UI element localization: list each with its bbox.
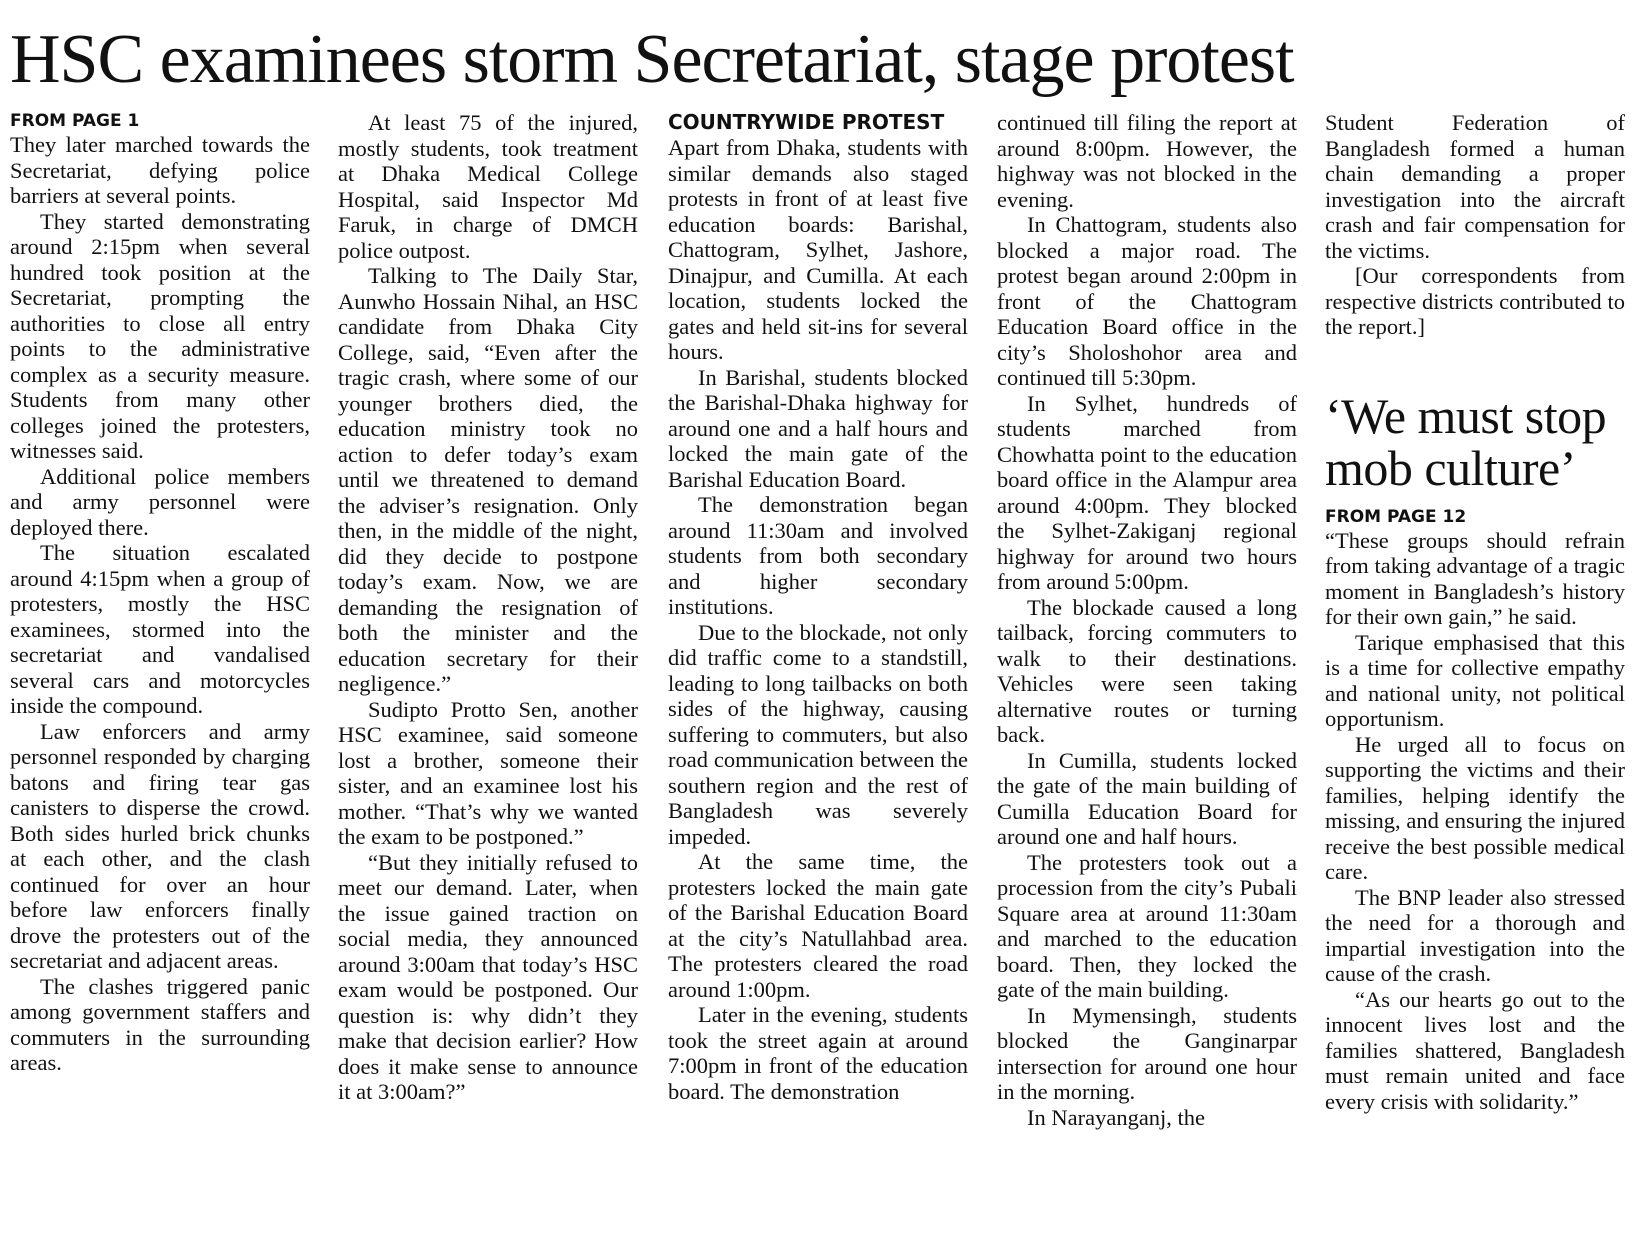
paragraph: Apart from Dhaka, students with similar demands also staged protests in front of at least five education boards: Barishal, Chattogram, Sylhet, Jashore, Dinajpur, and Cumilla. At each location, students locked the gates and held sit-ins for several hours. bbox=[668, 135, 968, 364]
paragraph: The protesters took out a procession from the city’s Pubali Square area at around 11:30am and marched to the education board. Then, they locked the gate of the main building. bbox=[997, 849, 1297, 1002]
paragraph: The BNP leader also stressed the need for a thorough and impartial investigation into the cause of the crash. bbox=[1325, 884, 1625, 986]
headline: HSC examinees storm Secretariat, stage protest bbox=[10, 21, 1294, 98]
paragraph: “As our hearts go out to the innocent lives lost and the families shattered, Bangladesh must remain united and face every crisis with solidarity.” bbox=[1325, 986, 1625, 1114]
paragraph: The situation escalated around 4:15pm when a group of protesters, mostly the HSC examinees, stormed into the secretariat and vandalised several cars and motorcycles inside the compound. bbox=[10, 540, 310, 718]
paragraph: The clashes triggered panic among government staffers and commuters in the surrounding areas. bbox=[10, 973, 310, 1075]
column-4 bbox=[997, 110, 1297, 1130]
paragraph: They later marched towards the Secretariat, defying police barriers at several points. bbox=[10, 132, 310, 208]
paragraph: Law enforcers and army personnel responded by charging batons and firing tear gas canisters to disperse the crowd. Both sides hurled brick chunks at each other, and the clash continued for over an hour before law enforcers finally drove the protesters out of the secretariat and adjacent areas. bbox=[10, 718, 310, 973]
paragraph: They started demonstrating around 2:15pm when several hundred took position at the Secretariat, prompting the authorities to close all entry points to the administrative complex as a security measure. Students from many other colleges joined the protesters, witnesses said. bbox=[10, 208, 310, 463]
kicker-from-page-1: FROM PAGE 1 bbox=[10, 111, 140, 131]
paragraph: Later in the evening, students took the street again at around 7:00pm in front of the education board. The demonstration bbox=[668, 1002, 968, 1104]
paragraph: continued till filing the report at around 8:00pm. However, the highway was not blocked in the evening. bbox=[997, 110, 1297, 212]
kicker-from-page-12: FROM PAGE 12 bbox=[1325, 506, 1467, 527]
paragraph: The demonstration began around 11:30am and involved students from both secondary and higher secondary institutions. bbox=[668, 492, 968, 619]
column-3 bbox=[668, 110, 968, 1104]
paragraph: In Sylhet, hundreds of students marched from Chowhatta point to the education board office in the Alampur area around 4:00pm. They blocked the Sylhet-Zakiganj regional highway for around two hours from around 5:00pm. bbox=[997, 390, 1297, 594]
paragraph: Due to the blockade, not only did traffic come to a standstill, leading to long tailbacks on both sides of the highway, causing suffering to commuters, but also road communication between the southern region and the rest of Bangladesh was severely impeded. bbox=[668, 619, 968, 849]
column-2 bbox=[338, 110, 638, 1105]
paragraph: He urged all to focus on supporting the victims and their families, helping identify the missing, and ensuring the injured receive the best possible medical care. bbox=[1325, 731, 1625, 884]
paragraph: In Narayanganj, the bbox=[1027, 1104, 1206, 1130]
paragraph: In Cumilla, students locked the gate of the main building of Cumilla Education Board for around one and half hours. bbox=[997, 747, 1297, 849]
paragraph: At the same time, the protesters locked the main gate of the Barishal Education Board at the city’s Natullahbad area. The protesters cleared the road around 1:00pm. bbox=[668, 849, 968, 1002]
kicker-countrywide-protest: COUNTRYWIDE PROTEST bbox=[668, 110, 945, 134]
paragraph: In Barishal, students blocked the Barishal-Dhaka highway for around one and a half hours and locked the main gate of the Barishal Education Board. bbox=[668, 364, 968, 492]
subhead-mob-culture: ‘We must stop mob culture’ bbox=[1325, 387, 1607, 496]
paragraph: Tarique emphasised that this is a time for collective empathy and national unity, not political opportunism. bbox=[1325, 629, 1625, 731]
paragraph: Student Federation of Bangladesh formed a human chain demanding a proper investigation into the aircraft crash and fair compensation for the victims. bbox=[1325, 110, 1625, 263]
column-1 bbox=[10, 110, 310, 1076]
paragraph: [Our correspondents from respective districts contributed to the report.] bbox=[1325, 263, 1625, 339]
paragraph: At least 75 of the injured, mostly students, took treatment at Dhaka Medical College Hospital, said Inspector Md Faruk, in charge of DMCH police outpost. bbox=[338, 110, 638, 263]
column-5 bbox=[1325, 110, 1625, 1114]
paragraph: In Chattogram, students also blocked a major road. The protest began around 2:00pm in front of the Chattogram Education Board office in the city’s Sholoshohor area and continued till 5:30pm. bbox=[997, 212, 1297, 390]
paragraph: Additional police members and army personnel were deployed there. bbox=[10, 463, 310, 540]
paragraph: “These groups should refrain from taking advantage of a tragic moment in Bangladesh’s history for their own gain,” he said. bbox=[1325, 527, 1625, 629]
paragraph: The blockade caused a long tailback, forcing commuters to walk to their destinations. Vehicles were seen taking alternative routes or turning back. bbox=[997, 594, 1297, 747]
paragraph: Sudipto Protto Sen, another HSC examinee, said someone lost a brother, someone their sister, and an examinee lost his mother. “That’s why we wanted the exam to be postponed.” bbox=[338, 696, 638, 849]
paragraph: “But they initially refused to meet our demand. Later, when the issue gained traction on social media, they announced around 3:00am that today’s HSC exam would be postponed. Our question is: why didn’t they make that decision earlier? How does it make sense to announce it at 3:00am?” bbox=[338, 849, 638, 1104]
paragraph: Talking to The Daily Star, Aunwho Hossain Nihal, an HSC candidate from Dhaka City College, said, “Even after the tragic crash, where some of our younger brothers died, the education ministry took no action to defer today’s exam until we threatened to demand the adviser’s resignation. Only then, in the middle of the night, did they decide to postpone today’s exam. Now, we are demanding the resignation of both the minister and the education secretary for their negligence.” bbox=[338, 263, 638, 696]
paragraph: In Mymensingh, students blocked the Ganginarpar intersection for around one hour in the morning. bbox=[997, 1002, 1297, 1104]
